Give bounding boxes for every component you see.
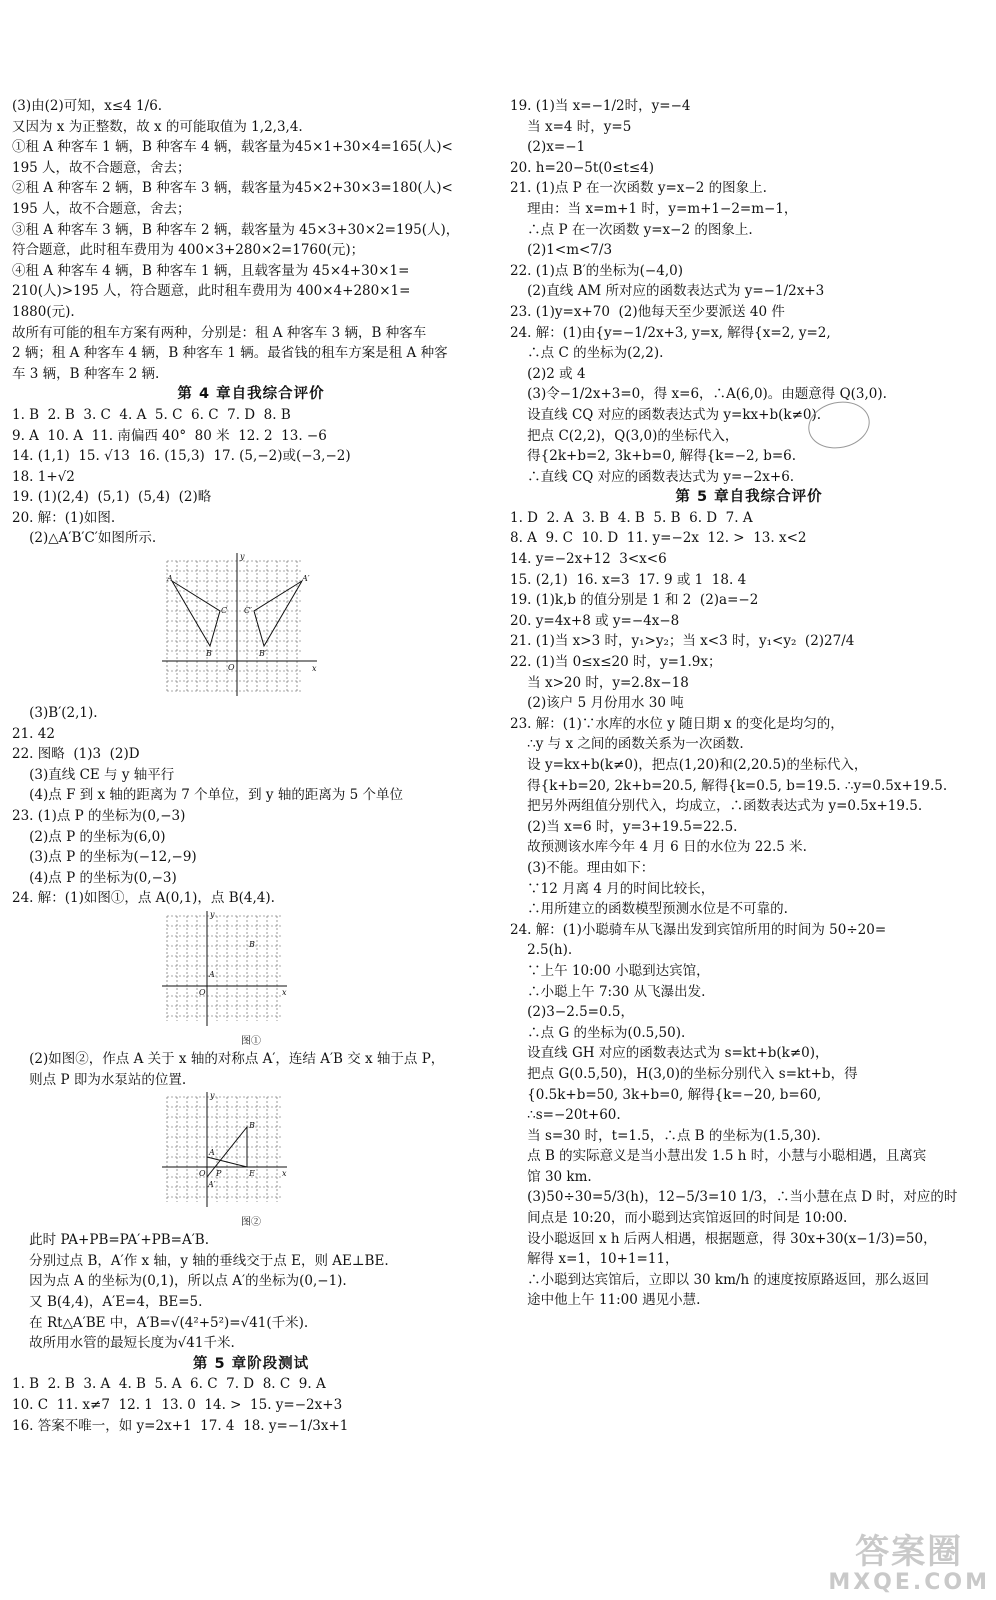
text-line: 又因为 x 为正整数，故 x 的可能取值为 1,2,3,4. <box>12 118 303 135</box>
ch4-answers-continued <box>12 703 490 909</box>
text-line: ∴s=−20t+60. <box>510 1107 621 1124</box>
svg-text:x: x <box>312 664 317 674</box>
figure-grid-2 <box>162 1092 292 1214</box>
text-line: ①租 A 种客车 1 辆，B 种客车 4 辆，载客量为45×1+30×4=165(人)< <box>12 139 453 156</box>
text-line: (4)点 P 的坐标为(0,−3) <box>12 869 177 886</box>
svg-text:A′: A′ <box>302 574 310 584</box>
text-line: (2)3−2.5=0.5， <box>510 1004 634 1021</box>
text-line: ∴点 C 的坐标为(2,2). <box>510 345 664 362</box>
text-line: 理由：当 x=m+1 时，y=m+1−2=m−1， <box>510 200 798 217</box>
svg-text:P: P <box>216 1169 222 1179</box>
text-line: 20. y=4x+8 或 y=−4x−8 <box>510 612 680 629</box>
text-line: 故所有可能的租车方案有两种，分别是：租 A 种客车 3 辆，B 种客车 <box>12 324 427 341</box>
text-line: (3)点 P 的坐标为(−12,−9) <box>12 849 197 866</box>
text-line: ∴小聪到达宾馆后，立即以 30 km/h 的速度按原路返回，那么返回 <box>510 1271 929 1288</box>
ch5-answers <box>510 508 988 1311</box>
text-line: 195 人，故不合题意，舍去； <box>12 159 191 176</box>
text-line: (2)如图②，作点 A 关于 x 轴的对称点 A′，连结 A′B 交 x 轴于点 P， <box>12 1051 445 1067</box>
text-line: 2 辆；租 A 种客车 4 辆，B 种客车 1 辆。最省钱的租车方案是租 A 种客 <box>12 345 448 362</box>
svg-text:y: y <box>210 911 215 919</box>
text-line: (3)令−1/2x+3=0，得 x=6，∴A(6,0)。由题意得 Q(3,0). <box>510 386 887 403</box>
text-line: (2)2 或 4 <box>510 365 586 382</box>
svg-text:x: x <box>282 1169 287 1179</box>
watermark-url: MXQE.COM <box>828 1569 990 1595</box>
text-line: 设小聪返回 x h 后两人相遇，根据题意，得 30x+30(x−1/3)=50， <box>510 1230 937 1247</box>
text-line: 当 s=30 时，t=1.5，∴点 B 的坐标为(1.5,30). <box>510 1127 821 1144</box>
text-line: 21. (1)点 P 在一次函数 y=x−2 的图象上. <box>510 180 767 197</box>
svg-text:B: B <box>206 649 212 659</box>
svg-text:O: O <box>199 988 206 997</box>
text-line: (2)当 x=6 时，y=3+19.5=22.5. <box>510 818 738 835</box>
right-top-lines <box>510 96 988 487</box>
text-line: 设 y=kx+b(k≠0)，把点(1,20)和(2,20.5)的坐标代入， <box>510 757 868 773</box>
text-line: 符合题意，此时租车费用为 400×3+280×2=1760(元)； <box>12 242 365 259</box>
svg-text:C′: C′ <box>244 606 252 616</box>
svg-text:B′: B′ <box>259 649 267 659</box>
text-line: 19. (1)当 x=−1/2时，y=−4 <box>510 98 691 114</box>
text-line: 15. (2,1) 16. x=3 17. 9 或 1 18. 4 <box>510 571 747 588</box>
text-line: 设直线 CQ 对应的函数表达式为 y=kx+b(k≠0). <box>510 406 822 423</box>
text-line: 14. y=−2x+12 3<x<6 <box>510 551 667 568</box>
text-line: 间点是 10:20，而小聪到达宾馆返回的时间是 10:00. <box>510 1210 848 1227</box>
text-line: 18. 1+√2 <box>12 468 75 485</box>
text-line: (2)点 P 的坐标为(6,0) <box>12 828 166 845</box>
text-line: 22. (1)点 B′的坐标为(−4,0) <box>510 262 683 279</box>
text-line: (2)1<m<7/3 <box>510 242 613 259</box>
text-line: 16. 答案不唯一，如 y=2x+1 17. 4 18. y=−1/3x+1 <box>12 1417 349 1434</box>
figure-grid-1 <box>162 911 292 1033</box>
text-line: ∴用所建立的函数模型预测水位是不可靠的. <box>510 901 788 918</box>
text-line: 23. 解：(1)∵水库的水位 y 随日期 x 的变化是均匀的， <box>510 715 844 732</box>
text-line: 8. A 9. C 10. D 11. y=−2x 12. > 13. x<2 <box>510 530 807 547</box>
text-line: (3)B′(2,1). <box>12 705 98 722</box>
watermark-title: 答案圈 <box>855 1532 964 1573</box>
text-line: 1880(元). <box>12 303 75 320</box>
text-line: ②租 A 种客车 2 辆，B 种客车 3 辆，载客量为45×2+30×3=180(人)< <box>12 180 453 197</box>
text-line: 24. 解：(1)由{y=−1/2x+3, y=x, 解得{x=2, y=2, <box>510 324 831 341</box>
text-line: (3)直线 CE 与 y 轴平行 <box>12 766 175 783</box>
text-line: 10. C 11. x≠7 12. 1 13. 0 14. > 15. y=−2x+3 <box>12 1396 343 1413</box>
text-line: 分别过点 B，A′作 x 轴，y 轴的垂线交于点 E，则 AE⊥BE. <box>12 1252 389 1269</box>
text-line: 馆 30 km. <box>510 1168 592 1185</box>
figure-caption-1: 图① <box>241 1036 261 1047</box>
svg-text:A′: A′ <box>208 1180 216 1190</box>
text-line: ∴直线 CQ 对应的函数表达式为 y=−2x+6. <box>510 468 795 485</box>
q24-part2 <box>12 1049 490 1090</box>
right-column <box>510 96 988 1311</box>
text-line: 9. A 10. A 11. 南偏西 40° 80 米 12. 2 13. −6 <box>12 427 327 444</box>
text-line: 得{k+b=20, 2k+b=20.5, 解得{k=0.5, b=19.5. ∴y=0.5x+19.5. <box>510 777 948 794</box>
figure-triangle-reflection <box>162 551 322 701</box>
svg-text:O: O <box>228 663 235 673</box>
text-line: 21. 42 <box>12 725 55 742</box>
text-line: ∴y 与 x 之间的函数关系为一次函数. <box>510 736 744 753</box>
section-heading-ch5-stage: 第 5 章阶段测试 <box>192 1355 310 1372</box>
svg-text:B: B <box>249 1121 255 1131</box>
text-line: (3)由(2)可知，x≤4 1/6. <box>12 98 163 114</box>
text-line: ∵上午 10:00 小聪到达宾馆， <box>510 962 710 979</box>
text-line: 22. 图略 (1)3 (2)D <box>12 746 140 763</box>
text-line: 22. (1)当 0≤x≤20 时，y=1.9x； <box>510 654 722 671</box>
text-line: (2)直线 AM 所对应的函数表达式为 y=−1/2x+3 <box>510 283 825 300</box>
svg-text:x: x <box>282 988 287 997</box>
section-heading-ch4: 第 4 章自我综合评价 <box>177 386 325 403</box>
text-line: 因为点 A 的坐标为(0,1)，所以点 A′的坐标为(0,−1). <box>12 1273 347 1290</box>
text-line: 23. (1)y=x+70 (2)他每天至少要派送 40 件 <box>510 303 785 320</box>
text-line: ∴点 P 在一次函数 y=x−2 的图象上. <box>510 221 753 238</box>
text-line: 23. (1)点 P 的坐标为(0,−3) <box>12 808 186 825</box>
text-line: ∴点 G 的坐标为(0.5,50). <box>510 1024 686 1041</box>
svg-text:A: A <box>167 574 173 584</box>
text-line: 设直线 GH 对应的函数表达式为 s=kt+b(k≠0)， <box>510 1045 829 1062</box>
text-line: 则点 P 即为水泵站的位置. <box>12 1071 187 1088</box>
text-line: 210(人)>195 人，符合题意，此时租车费用为 400×4+280×1= <box>12 283 411 300</box>
text-line: 19. (1)(2,4) (5,1) (5,4) (2)略 <box>12 489 212 506</box>
text-line: 把点 C(2,2)，Q(3,0)的坐标代入， <box>510 427 739 444</box>
text-line: 1. B 2. B 3. A 4. B 5. A 6. C 7. D 8. C 9. A <box>12 1376 326 1393</box>
figure-caption-2: 图② <box>241 1217 261 1229</box>
text-line: 点 B 的实际意义是当小慧出发 1.5 h 时，小慧与小聪相遇，且离宾 <box>510 1148 927 1165</box>
text-line: 故预测该水库今年 4 月 6 日的水位为 22.5 米. <box>510 839 807 856</box>
section-heading-ch5: 第 5 章自我综合评价 <box>675 489 823 506</box>
text-line: 2.5(h). <box>510 942 573 959</box>
text-line: {0.5k+b=50, 3k+b=0, 解得{k=−20, b=60, <box>510 1086 822 1103</box>
text-line: 24. 解：(1)如图①，点 A(0,1)，点 B(4,4). <box>12 890 275 907</box>
text-line: 20. 解：(1)如图. <box>12 509 116 526</box>
svg-text:A: A <box>209 970 215 979</box>
text-line: 1. D 2. A 3. B 4. B 5. B 6. D 7. A <box>510 509 753 526</box>
text-line: (2)该户 5 月份用水 30 吨 <box>510 695 684 712</box>
text-line: ③租 A 种客车 3 辆，B 种客车 2 辆，载客量为 45×3+30×2=195(人)， <box>12 221 460 238</box>
text-line: ④租 A 种客车 4 辆，B 种客车 1 辆，且载客量为 45×4+30×1= <box>12 262 410 279</box>
watermark-logo <box>828 1532 990 1595</box>
text-line: 195 人，故不合题意，舍去； <box>12 200 191 217</box>
text-line: 把另外两组值分别代入，均成立，∴函数表达式为 y=0.5x+19.5. <box>510 798 923 815</box>
text-line: ∵12 月离 4 月的时间比较长， <box>510 880 715 897</box>
svg-text:E: E <box>249 1169 255 1179</box>
text-line: (3)不能。理由如下： <box>510 859 655 876</box>
text-line: (4)点 F 到 x 轴的距离为 7 个单位，到 y 轴的距离为 5 个单位 <box>12 787 403 804</box>
text-line: 故所用水管的最短长度为√41千米. <box>12 1335 235 1352</box>
top-lines <box>12 96 490 384</box>
text-line: 把点 G(0.5,50)，H(3,0)的坐标分别代入 s=kt+b，得 <box>510 1065 858 1082</box>
text-line: 解得 x=1，10+1=11， <box>510 1251 679 1268</box>
text-line: 当 x>20 时，y=2.8x−18 <box>510 674 689 691</box>
text-line: 24. 解：(1)小聪骑车从飞瀑出发到宾馆所用的时间为 50÷20= <box>510 921 887 938</box>
text-line: 20. h=20−5t(0≤t≤4) <box>510 159 655 176</box>
left-column <box>12 96 490 1436</box>
text-line: (2)x=−1 <box>510 139 586 156</box>
text-line: (3)50÷30=5/3(h)，12−5/3=10 1/3，∴当小慧在点 D 时，对应的时 <box>510 1189 958 1206</box>
text-line: 此时 PA+PB=PA′+PB=A′B. <box>12 1232 209 1249</box>
text-line: 21. (1)当 x>3 时，y₁>y₂；当 x<3 时，y₁<y₂ (2)27/4 <box>510 633 855 650</box>
svg-text:B: B <box>249 940 255 949</box>
text-line: 1. B 2. B 3. C 4. A 5. C 6. C 7. D 8. B <box>12 406 291 423</box>
text-line: 19. (1)k,b 的值分别是 1 和 2 (2)a=−2 <box>510 592 759 609</box>
svg-text:y: y <box>210 1092 215 1101</box>
q24-solution <box>12 1230 490 1354</box>
text-line: ∴小聪上午 7:30 从飞瀑出发. <box>510 983 706 1000</box>
svg-text:y: y <box>240 552 245 562</box>
text-line: 得{2k+b=2, 3k+b=0, 解得{k=−2, b=6. <box>510 448 797 465</box>
ch4-answers <box>12 405 490 549</box>
svg-text:A: A <box>209 1148 215 1158</box>
ch5-stage-answers <box>12 1374 490 1436</box>
text-line: 车 3 辆，B 种客车 2 辆. <box>12 365 160 382</box>
text-line: 当 x=4 时，y=5 <box>510 118 632 135</box>
text-line: 14. (1,1) 15. √13 16. (15,3) 17. (5,−2)或(−3,−2) <box>12 448 351 465</box>
svg-text:C: C <box>221 606 228 616</box>
svg-text:O: O <box>199 1169 206 1179</box>
text-line: 又 B(4,4)，A′E=4，BE=5. <box>12 1293 203 1310</box>
text-line: (2)△A′B′C′如图所示. <box>12 530 157 547</box>
text-line: 途中他上午 11:00 遇见小慧. <box>510 1292 701 1309</box>
text-line: 在 Rt△A′BE 中，A′B=√(4²+5²)=√41(千米). <box>12 1314 309 1331</box>
